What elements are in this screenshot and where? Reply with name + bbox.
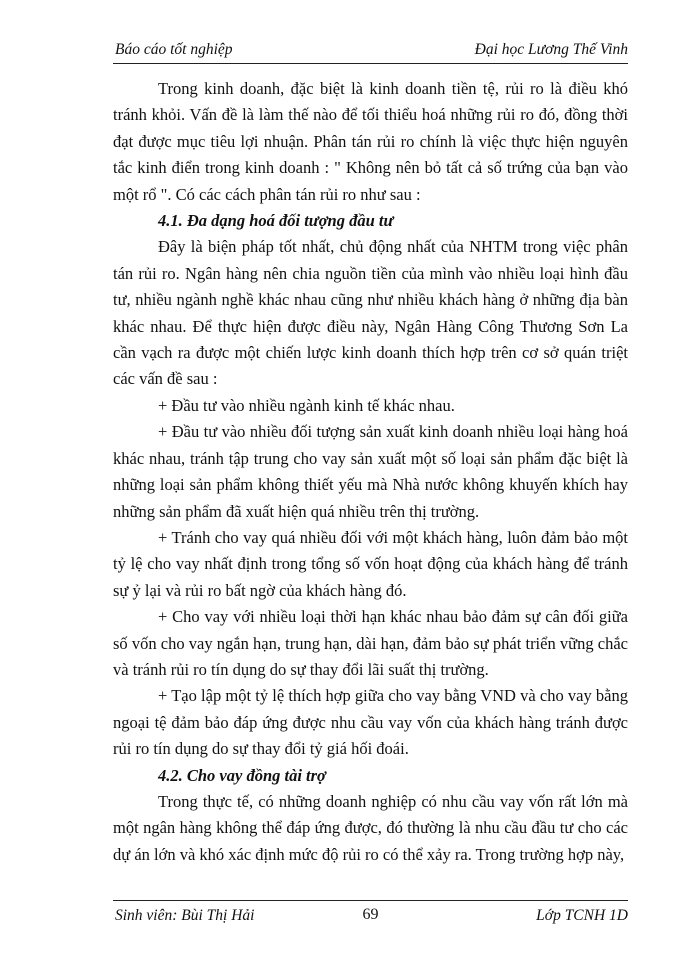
section-heading-4-1: 4.1. Đa dạng hoá đối tượng đầu tư (158, 211, 394, 231)
paragraph-diversification: Đây là biện pháp tốt nhất, chủ động nhất của NHTM trong việc phân tán rủi ro. Ngân hàng nên chia nguồn tiền của mình vào nhiều loại hình đầu tư, nhiều ngành nghề khác nhau cũng như nhiều khách hàng ở những địa bàn khác nhau. Để thực hiện được điều này, Ngân Hàng Công Thương Sơn La cần vạch ra được một chiến lược kinh doanh thích hợp trên cơ sở quán triệt các vấn đề sau : (113, 237, 628, 389)
page-number: 69 (362, 906, 379, 923)
bullet-item: + Tránh cho vay quá nhiều đối với một khách hàng, luôn đảm bảo một tỷ lệ cho vay nhất định trong tổng số vốn hoạt động của khách hàng để tránh sự ỷ lại và rủi ro bất ngờ của khách hàng đó. (113, 527, 628, 600)
page-footer (113, 900, 628, 927)
header-report-title: Báo cáo tốt nghiệp (115, 41, 233, 58)
page-header (113, 41, 628, 64)
intro-paragraph: Trong kinh doanh, đặc biệt là kinh doanh tiền tệ, rủi ro là điều khó tránh khỏi. Vấn đề là làm thế nào để tối thiểu hoá những rủi ro đó, đồng thời đạt được mục tiêu lợi nhuận. Phân tán rủi ro chính là việc thực hiện nguyên tắc kinh điển trong kinh doanh : " Không nên bỏ tất cả số trứng của bạn vào một rổ ". Có các cách phân tán rủi ro như sau : (113, 79, 628, 204)
footer-class: Lớp TCNH 1D (536, 907, 628, 924)
footer-student-name: Sinh viên: Bùi Thị Hải (115, 907, 255, 924)
document-body (113, 76, 628, 868)
paragraph-co-financing: Trong thực tế, có những doanh nghiệp có nhu cầu vay vốn rất lớn mà một ngân hàng không thể đáp ứng được, đó thường là nhu cầu đầu tư cho các dự án lớn và khó xác định mức độ rủi ro có thể xảy ra. Trong trường hợp này, (113, 791, 628, 864)
bullet-item: + Đầu tư vào nhiều đối tượng sản xuất kinh doanh nhiều loại hàng hoá khác nhau, tránh tập trung cho vay sản xuất một số loại sản phẩm đặc biệt là những loại sản phẩm không thiết yếu mà Nhà nước không khuyến khích hay những sản phẩm đã xuất hiện quá nhiều trên thị trường. (113, 422, 628, 521)
header-university: Đại học Lương Thế Vinh (474, 41, 628, 58)
bullet-item: + Tạo lập một tỷ lệ thích hợp giữa cho vay bằng VND và cho vay bằng ngoại tệ đảm bảo đáp ứng được nhu cầu vay vốn của khách hàng tránh được rủi ro tín dụng do sự thay đổi tỷ giá hối đoái. (113, 686, 628, 759)
section-heading-4-2: 4.2. Cho vay đồng tài trợ (158, 765, 326, 785)
bullet-item: + Cho vay với nhiều loại thời hạn khác nhau bảo đảm sự cân đối giữa số vốn cho vay ngắn hạn, trung hạn, dài hạn, đảm bảo sự phát triển vững chắc và tránh rủi ro tín dụng do sự thay đổi lãi suất thị trường. (113, 607, 628, 679)
bullet-item: + Đầu tư vào nhiều ngành kinh tế khác nhau. (158, 395, 455, 415)
